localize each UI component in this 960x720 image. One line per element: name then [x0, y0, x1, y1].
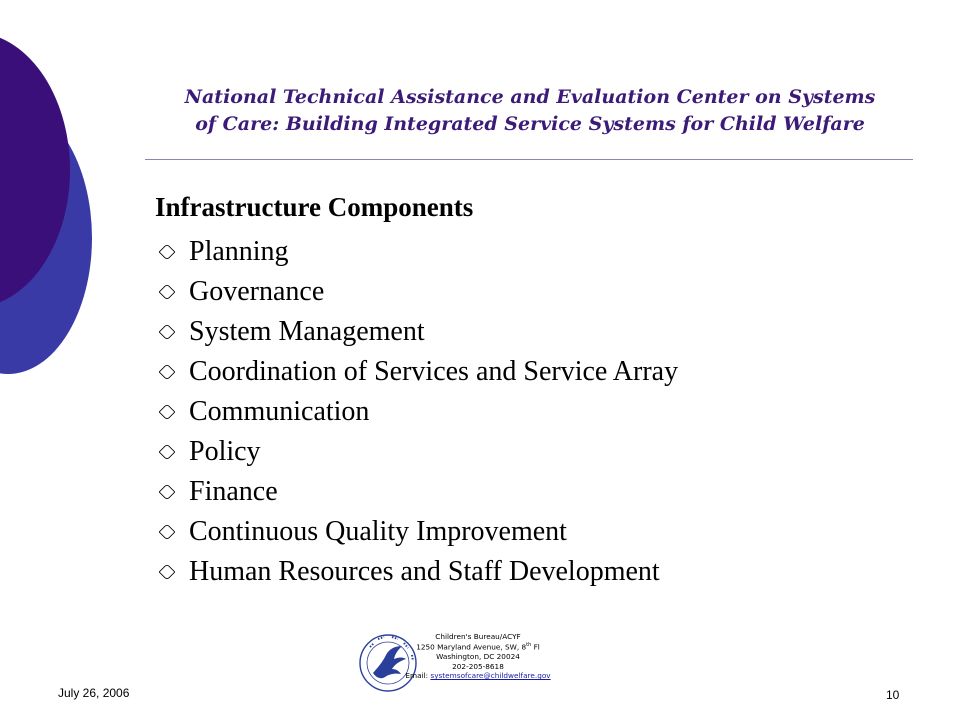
bullet-text: System Management: [189, 316, 425, 347]
bullet-item: [155, 232, 678, 272]
bullet-text: Communication: [189, 396, 370, 427]
bullet-text: Policy: [189, 436, 261, 467]
footer-date: July 26, 2006: [58, 686, 130, 700]
contact-block: [398, 632, 558, 680]
contact-email-row: [398, 671, 558, 680]
bullet-text: Governance: [189, 276, 325, 307]
bullet-text: Coordination of Services and Service Array: [189, 356, 679, 387]
bullet-text: Continuous Quality Improvement: [189, 516, 567, 547]
bullet-marker-icon: [159, 444, 176, 461]
contact-city: Washington, DC 20024: [436, 652, 520, 662]
bullet-item: [155, 352, 678, 392]
slide-title: [140, 84, 920, 138]
bullet-marker-icon: [159, 244, 176, 261]
bullet-marker-icon: [159, 484, 176, 501]
page-number: 10: [886, 688, 900, 702]
bullet-list: [155, 232, 678, 592]
decorative-circles: [0, 0, 130, 380]
slide-title-line2: of Care: Building Integrated Service Systems for Child Welfare: [195, 113, 865, 135]
contact-email-link[interactable]: systemsofcare@childwelfare.gov: [430, 671, 551, 681]
section-heading: Infrastructure Components: [155, 192, 474, 222]
bullet-marker-icon: [159, 364, 176, 381]
contact-address-floor: Fl: [531, 642, 540, 652]
slide-title-line1: National Technical Assistance and Evaluation Center on Systems: [184, 86, 876, 108]
contact-address-sup: th: [526, 642, 532, 649]
bullet-text: Finance: [189, 476, 278, 507]
contact-address-text: 1250 Maryland Avenue, SW, 8: [416, 642, 527, 652]
bullet-item: [155, 272, 678, 312]
contact-phone: 202-205-8618: [452, 661, 504, 671]
bullet-item: [155, 512, 678, 552]
bullet-item: [155, 552, 678, 592]
bullet-marker-icon: [159, 404, 176, 421]
bullet-text: Planning: [189, 236, 289, 267]
bullet-marker-icon: [159, 564, 176, 581]
bullet-item: [155, 432, 678, 472]
contact-email-label: Email:: [405, 671, 431, 681]
contact-address: [398, 641, 558, 652]
title-divider: [145, 159, 913, 160]
bullet-item: [155, 392, 678, 432]
bullet-marker-icon: [159, 524, 176, 541]
bullet-marker-icon: [159, 284, 176, 301]
bullet-marker-icon: [159, 324, 176, 341]
bullet-item: [155, 312, 678, 352]
bullet-text: Human Resources and Staff Development: [189, 556, 660, 587]
contact-org: Children's Bureau/ACYF: [435, 632, 521, 641]
bullet-item: [155, 472, 678, 512]
